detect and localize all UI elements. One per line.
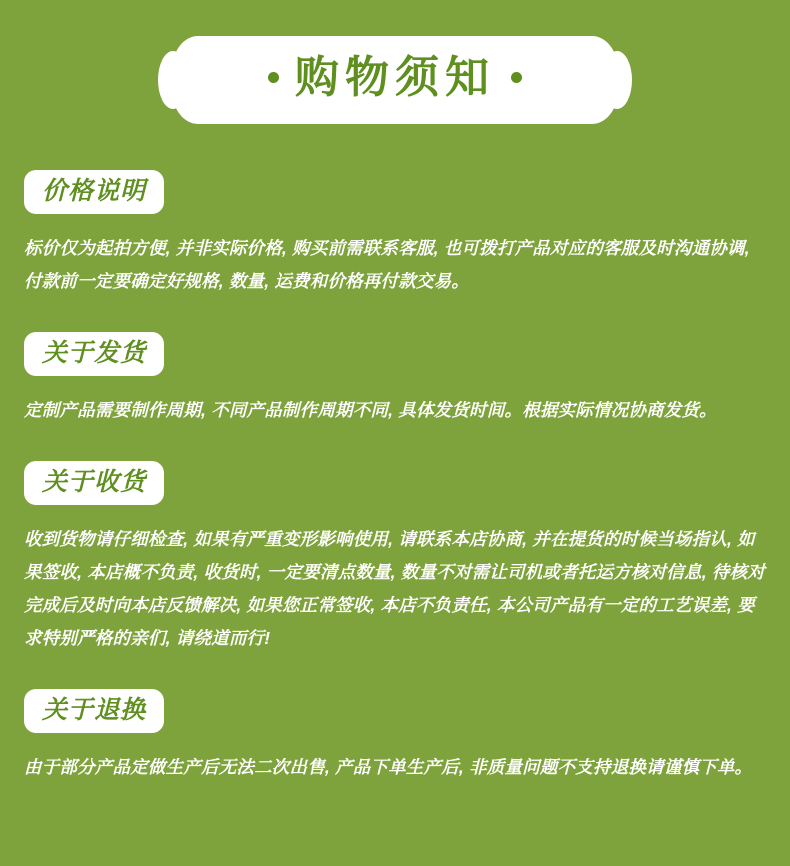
header-plate [172, 36, 618, 124]
section-shipping-body: 定制产品需要制作周期, 不同产品制作周期不同, 具体发货时间。根据实际情况协商发货。 [24, 400, 717, 420]
left-dot-icon [268, 72, 279, 83]
section-shipping [20, 332, 770, 427]
page-title [230, 48, 560, 108]
header-banner [0, 0, 790, 124]
section-receiving-heading [24, 461, 164, 505]
section-receiving-heading-text: 关于收货 [42, 468, 147, 496]
section-returns-body: 由于部分产品定做生产后无法二次出售, 产品下单生产后, 非质量问题不支持退换请谨慎下单。 [24, 757, 753, 777]
section-price-heading [24, 170, 164, 214]
section-receiving-body: 收到货物请仔细检查, 如果有严重变形影响使用, 请联系本店协商, 并在提货的时候当场指认, 如果签收, 本店概不负责, 收货时, 一定要清点数量, 数量不对需让司机或者托运方核对信息, 待核对完成后及时向本店反馈解决, 如果您正常签收, 本店不负责任, 本公司产品有一定的工艺误差, 要求特别严格的亲们, 请绕道而行! [24, 529, 765, 648]
right-dot-icon [511, 72, 522, 83]
section-price [20, 170, 770, 298]
section-receiving [20, 461, 770, 655]
section-shipping-heading [24, 332, 164, 376]
section-returns [20, 689, 770, 784]
section-returns-heading-text: 关于退换 [42, 696, 147, 724]
section-price-heading-text: 价格说明 [42, 177, 147, 205]
section-returns-heading [24, 689, 164, 733]
page-title-text: 购物须知 [295, 53, 495, 102]
section-shipping-heading-text: 关于发货 [42, 339, 147, 367]
notice-sections [0, 124, 790, 784]
section-price-body: 标价仅为起拍方便, 并非实际价格, 购买前需联系客服, 也可拨打产品对应的客服及时沟通协调, 付款前一定要确定好规格, 数量, 运费和价格再付款交易。 [24, 238, 750, 291]
